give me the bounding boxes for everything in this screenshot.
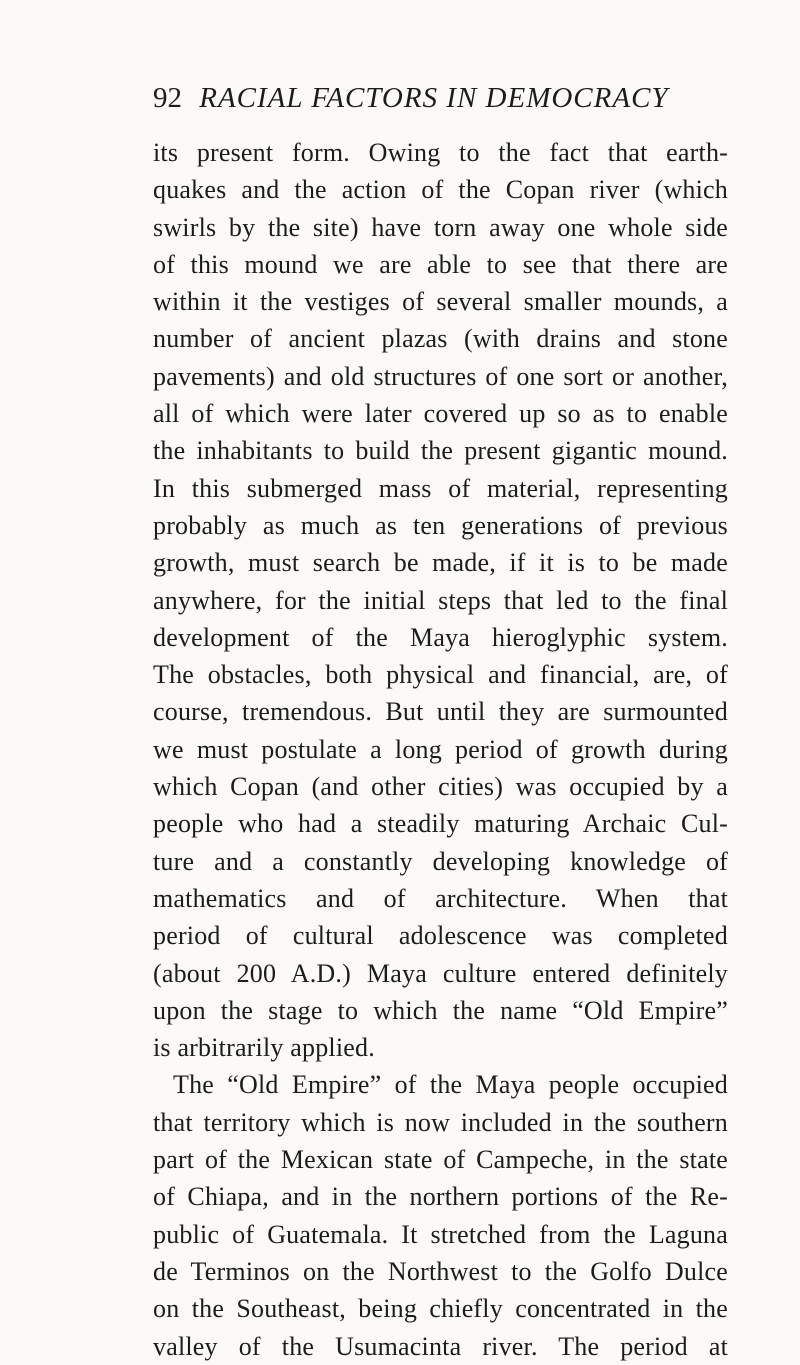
- text-line: we must postulate a long period of growth during: [153, 734, 728, 764]
- page-number: 92: [153, 82, 182, 114]
- text-line: period of cultural adolescence was completed: [153, 921, 728, 951]
- text-line: development of the Maya hieroglyphic system.: [153, 622, 728, 652]
- text-line: within it the vestiges of several smaller mounds, a: [153, 287, 728, 317]
- text-line: swirls by the site) have torn away one whole side: [153, 212, 728, 242]
- text-line: all of which were later covered up so as to enable: [153, 399, 728, 429]
- text-line: pavements) and old structures of one sort or another,: [153, 361, 728, 391]
- body-text: [153, 134, 728, 1365]
- text-line: that territory which is now included in the southern: [153, 1107, 728, 1137]
- text-line: (about 200 A.D.) Maya culture entered definitely: [153, 958, 728, 988]
- text-line: upon the stage to which the name “Old Empire”: [153, 995, 728, 1025]
- text-line: In this submerged mass of material, representing: [153, 473, 728, 503]
- text-line: The obstacles, both physical and financial, are, of: [153, 660, 728, 690]
- text-line: is arbitrarily applied.: [153, 1033, 375, 1063]
- text-line: course, tremendous. But until they are surmounted: [153, 697, 728, 727]
- text-line: on the Southeast, being chiefly concentrated in the: [153, 1294, 728, 1324]
- text-line: of this mound we are able to see that there are: [153, 249, 728, 279]
- text-line: people who had a steadily maturing Archaic Cul-: [153, 809, 728, 839]
- text-line: anywhere, for the initial steps that led to the final: [153, 585, 728, 615]
- text-line: ture and a constantly developing knowledge of: [153, 846, 728, 876]
- text-line: which Copan (and other cities) was occupied by a: [153, 772, 728, 802]
- text-line: of Chiapa, and in the northern portions of the Re-: [153, 1182, 728, 1212]
- text-line: the inhabitants to build the present gigantic mound.: [153, 436, 728, 466]
- text-line: probably as much as ten generations of previous: [153, 510, 728, 540]
- text-line: its present form. Owing to the fact that earth-: [153, 138, 728, 167]
- text-line: mathematics and of architecture. When that: [153, 883, 728, 913]
- text-line: quakes and the action of the Copan river (which: [153, 175, 728, 205]
- text-line: number of ancient plazas (with drains and stone: [153, 324, 728, 354]
- text-line: The “Old Empire” of the Maya people occupied: [173, 1070, 728, 1100]
- text-line: valley of the Usumacinta river. The period at: [153, 1331, 728, 1361]
- text-line: public of Guatemala. It stretched from the Laguna: [153, 1219, 728, 1249]
- text-line: de Terminos on the Northwest to the Golfo Dulce: [153, 1256, 728, 1286]
- text-line: growth, must search be made, if it is to be made: [153, 548, 728, 578]
- running-head: RACIAL FACTORS IN DEMOCRACY: [199, 82, 669, 114]
- text-line: part of the Mexican state of Campeche, in the state: [153, 1145, 728, 1175]
- page-header: [153, 84, 669, 113]
